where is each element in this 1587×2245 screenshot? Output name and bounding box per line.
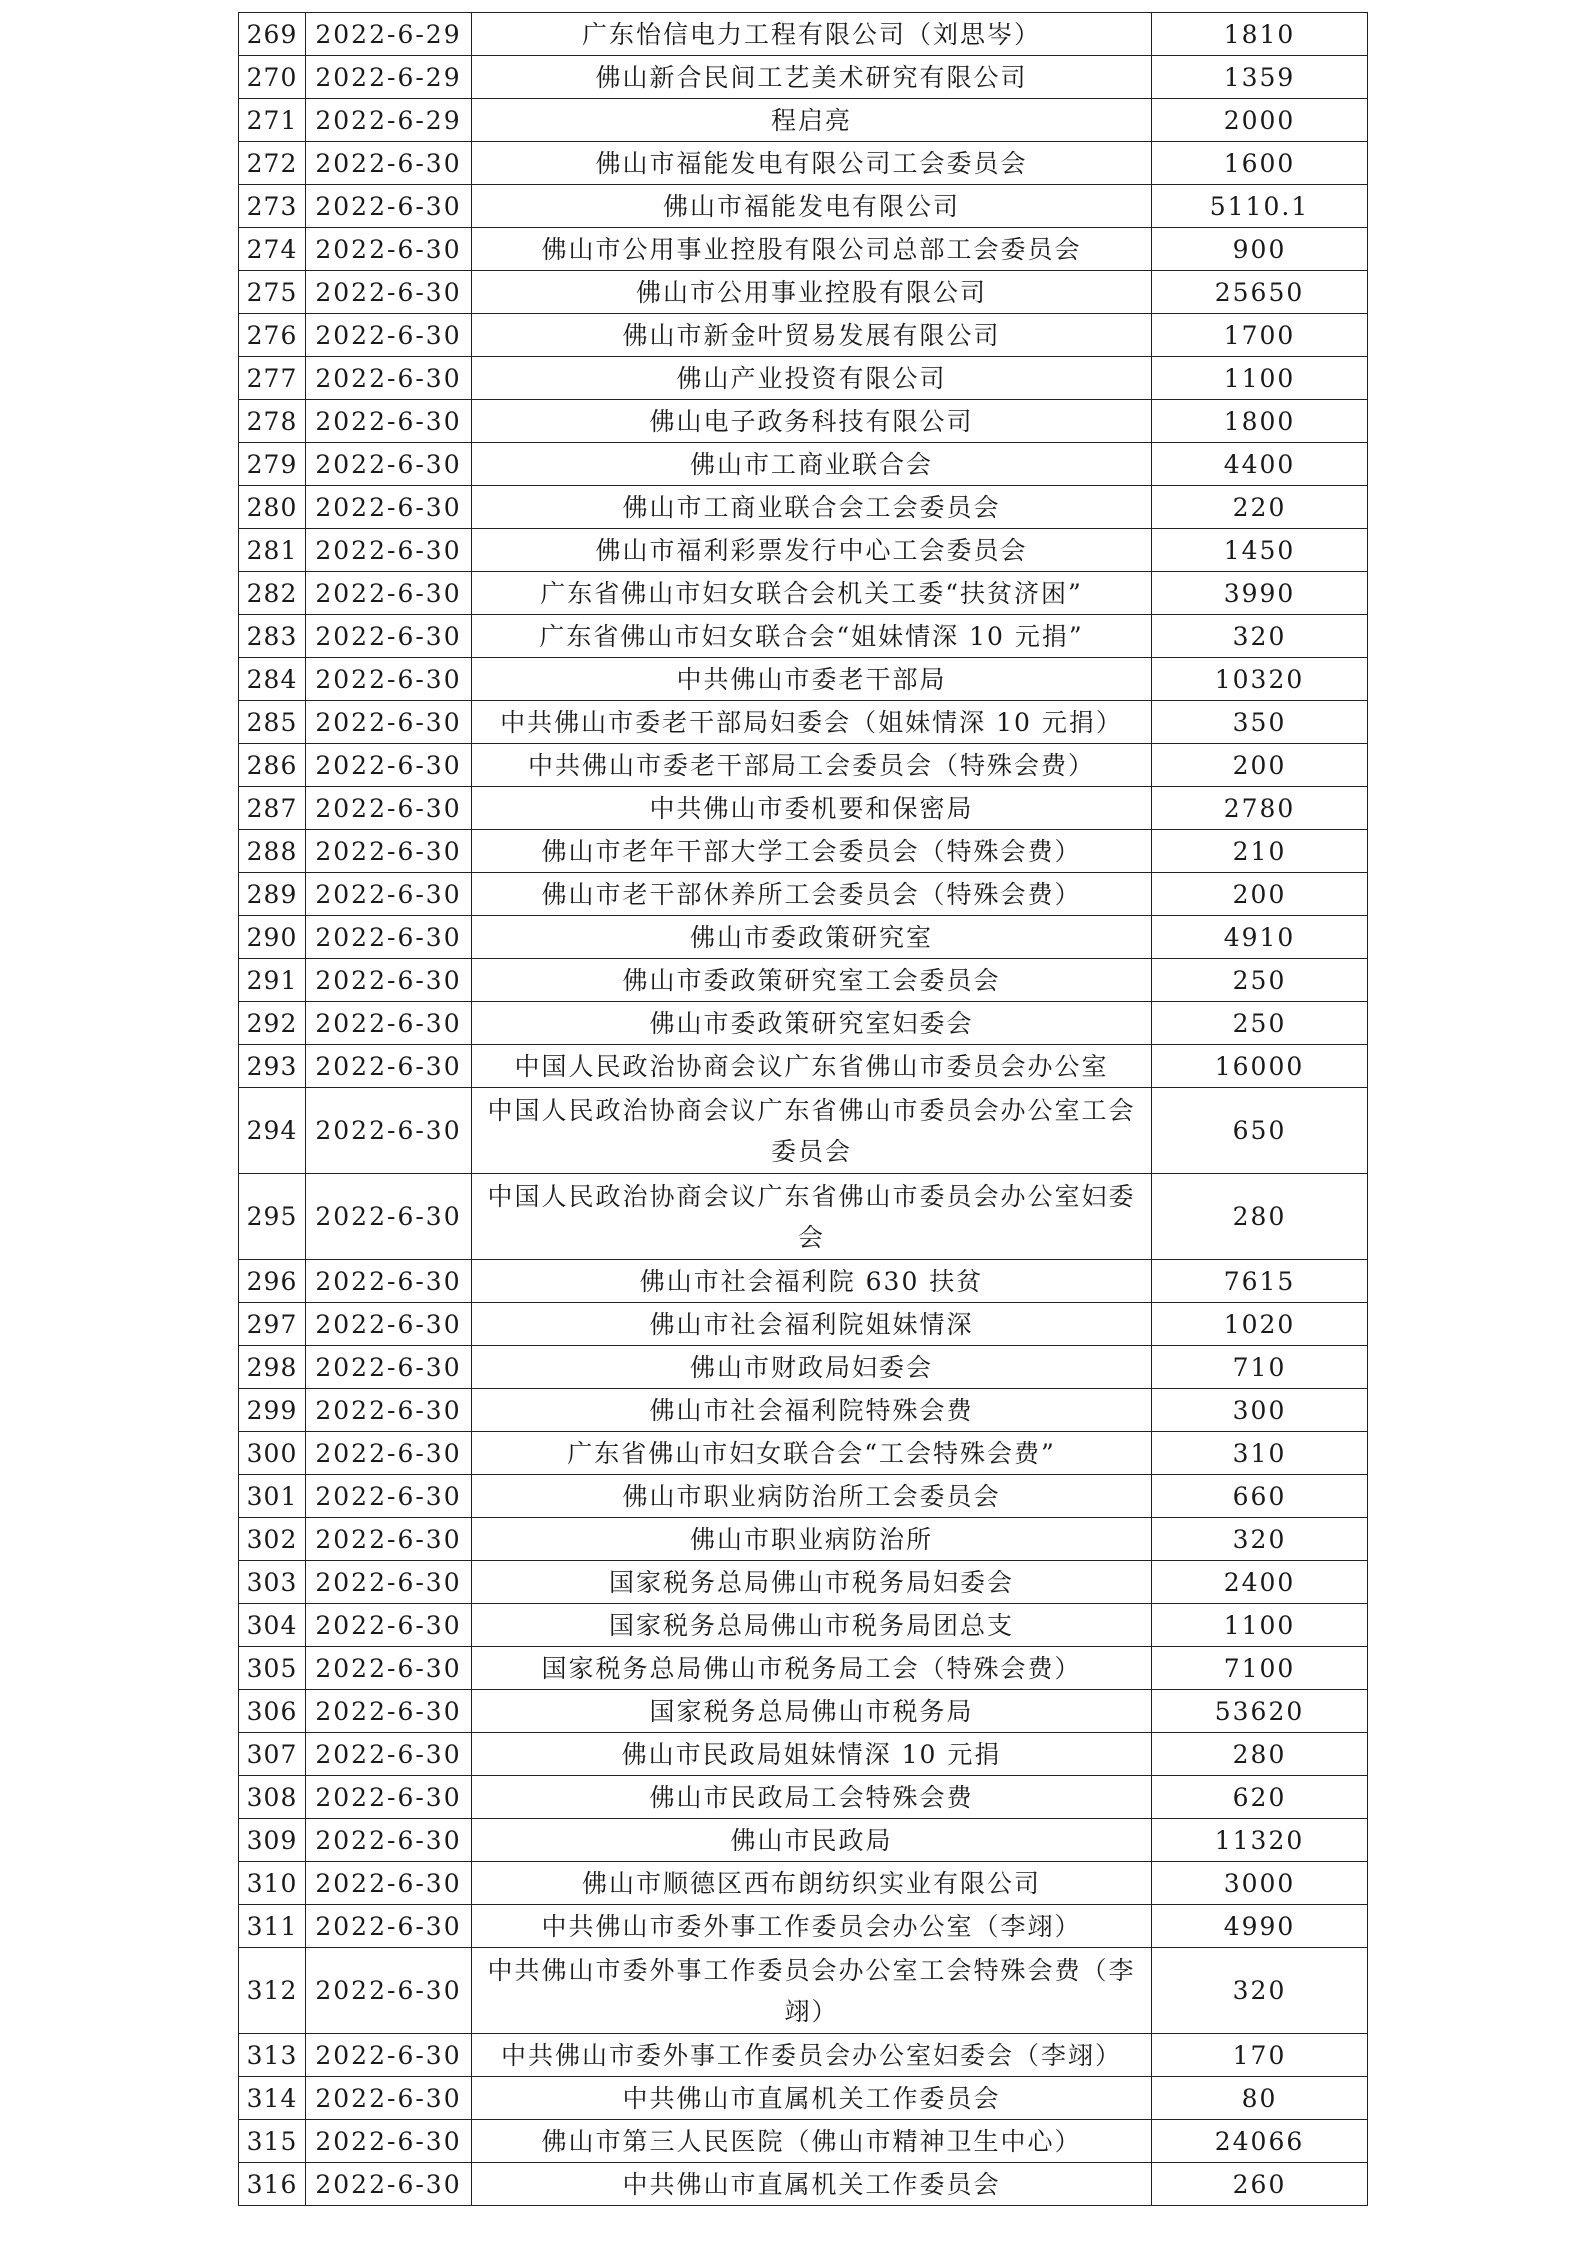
- row-number: 269: [239, 13, 306, 56]
- table-row: [239, 357, 1368, 400]
- row-number: 310: [239, 1862, 306, 1905]
- row-amount: 320: [1152, 615, 1368, 658]
- row-amount: 1450: [1152, 529, 1368, 572]
- row-donor: 中国人民政治协商会议广东省佛山市委员会办公室妇委会: [472, 1174, 1152, 1260]
- row-amount: 280: [1152, 1174, 1368, 1260]
- row-amount: 260: [1152, 2163, 1368, 2206]
- row-amount: 220: [1152, 486, 1368, 529]
- row-donor: 佛山市委政策研究室: [472, 916, 1152, 959]
- row-number: 277: [239, 357, 306, 400]
- row-donor: 中共佛山市委老干部局妇委会（姐妹情深 10 元捐）: [472, 701, 1152, 744]
- row-donor: 佛山市社会福利院 630 扶贫: [472, 1260, 1152, 1303]
- table-row: [239, 1690, 1368, 1733]
- table-row: [239, 400, 1368, 443]
- table-row: [239, 443, 1368, 486]
- row-date: 2022-6-30: [306, 228, 472, 271]
- row-date: 2022-6-30: [306, 959, 472, 1002]
- row-number: 313: [239, 2034, 306, 2077]
- row-number: 281: [239, 529, 306, 572]
- table-row: [239, 830, 1368, 873]
- row-donor: 佛山市第三人民医院（佛山市精神卫生中心）: [472, 2120, 1152, 2163]
- row-donor: 佛山市工商业联合会: [472, 443, 1152, 486]
- table-row: [239, 2034, 1368, 2077]
- row-date: 2022-6-30: [306, 1862, 472, 1905]
- row-amount: 200: [1152, 744, 1368, 787]
- row-number: 300: [239, 1432, 306, 1475]
- row-date: 2022-6-30: [306, 701, 472, 744]
- row-amount: 1020: [1152, 1303, 1368, 1346]
- row-number: 304: [239, 1604, 306, 1647]
- row-number: 309: [239, 1819, 306, 1862]
- row-amount: 1600: [1152, 142, 1368, 185]
- row-date: 2022-6-30: [306, 1776, 472, 1819]
- row-donor: 佛山市老干部休养所工会委员会（特殊会费）: [472, 873, 1152, 916]
- row-donor: 佛山新合民间工艺美术研究有限公司: [472, 56, 1152, 99]
- row-donor: 佛山市职业病防治所: [472, 1518, 1152, 1561]
- row-date: 2022-6-30: [306, 443, 472, 486]
- row-donor: 佛山市福能发电有限公司: [472, 185, 1152, 228]
- row-date: 2022-6-30: [306, 400, 472, 443]
- row-date: 2022-6-30: [306, 529, 472, 572]
- row-donor: 佛山市老年干部大学工会委员会（特殊会费）: [472, 830, 1152, 873]
- row-number: 282: [239, 572, 306, 615]
- row-number: 283: [239, 615, 306, 658]
- table-row: [239, 271, 1368, 314]
- table-row: [239, 56, 1368, 99]
- row-date: 2022-6-30: [306, 1389, 472, 1432]
- row-number: 273: [239, 185, 306, 228]
- row-amount: 300: [1152, 1389, 1368, 1432]
- table-row: [239, 572, 1368, 615]
- row-donor: 中共佛山市委老干部局工会委员会（特殊会费）: [472, 744, 1152, 787]
- table-row: [239, 1260, 1368, 1303]
- row-number: 288: [239, 830, 306, 873]
- row-donor: 佛山市工商业联合会工会委员会: [472, 486, 1152, 529]
- row-number: 292: [239, 1002, 306, 1045]
- row-amount: 10320: [1152, 658, 1368, 701]
- row-date: 2022-6-30: [306, 572, 472, 615]
- row-donor: 国家税务总局佛山市税务局工会（特殊会费）: [472, 1647, 1152, 1690]
- table-row: [239, 1948, 1368, 2034]
- row-date: 2022-6-30: [306, 1088, 472, 1174]
- row-donor: 国家税务总局佛山市税务局: [472, 1690, 1152, 1733]
- row-donor: 中国人民政治协商会议广东省佛山市委员会办公室工会委员会: [472, 1088, 1152, 1174]
- row-amount: 7100: [1152, 1647, 1368, 1690]
- table-row: [239, 1518, 1368, 1561]
- row-date: 2022-6-30: [306, 744, 472, 787]
- row-donor: 中共佛山市委外事工作委员会办公室妇委会（李翊）: [472, 2034, 1152, 2077]
- row-amount: 170: [1152, 2034, 1368, 2077]
- row-amount: 350: [1152, 701, 1368, 744]
- table-row: [239, 486, 1368, 529]
- row-date: 2022-6-29: [306, 13, 472, 56]
- row-number: 284: [239, 658, 306, 701]
- table-row: [239, 615, 1368, 658]
- row-number: 271: [239, 99, 306, 142]
- row-date: 2022-6-30: [306, 271, 472, 314]
- row-date: 2022-6-30: [306, 1432, 472, 1475]
- row-amount: 1810: [1152, 13, 1368, 56]
- row-amount: 620: [1152, 1776, 1368, 1819]
- row-number: 287: [239, 787, 306, 830]
- row-amount: 2000: [1152, 99, 1368, 142]
- row-amount: 25650: [1152, 271, 1368, 314]
- row-number: 298: [239, 1346, 306, 1389]
- row-donor: 佛山市公用事业控股有限公司: [472, 271, 1152, 314]
- table-row: [239, 1561, 1368, 1604]
- row-number: 295: [239, 1174, 306, 1260]
- row-donor: 佛山产业投资有限公司: [472, 357, 1152, 400]
- row-amount: 16000: [1152, 1045, 1368, 1088]
- row-date: 2022-6-30: [306, 1604, 472, 1647]
- row-amount: 2780: [1152, 787, 1368, 830]
- row-number: 316: [239, 2163, 306, 2206]
- table-body: [239, 13, 1368, 2206]
- row-donor: 程启亮: [472, 99, 1152, 142]
- row-date: 2022-6-30: [306, 1475, 472, 1518]
- table-row: [239, 1045, 1368, 1088]
- table-row: [239, 1389, 1368, 1432]
- row-date: 2022-6-30: [306, 1260, 472, 1303]
- row-date: 2022-6-30: [306, 1346, 472, 1389]
- row-donor: 佛山市新金叶贸易发展有限公司: [472, 314, 1152, 357]
- row-donor: 佛山市职业病防治所工会委员会: [472, 1475, 1152, 1518]
- table-row: [239, 1647, 1368, 1690]
- table-row: [239, 142, 1368, 185]
- row-donor: 佛山电子政务科技有限公司: [472, 400, 1152, 443]
- table-row: [239, 1303, 1368, 1346]
- row-amount: 1800: [1152, 400, 1368, 443]
- row-donor: 中国人民政治协商会议广东省佛山市委员会办公室: [472, 1045, 1152, 1088]
- row-amount: 2400: [1152, 1561, 1368, 1604]
- row-donor: 佛山市福能发电有限公司工会委员会: [472, 142, 1152, 185]
- row-donor: 国家税务总局佛山市税务局妇委会: [472, 1561, 1152, 1604]
- row-number: 305: [239, 1647, 306, 1690]
- table-row: [239, 1174, 1368, 1260]
- row-donor: 佛山市社会福利院特殊会费: [472, 1389, 1152, 1432]
- row-date: 2022-6-30: [306, 873, 472, 916]
- row-donor: 广东省佛山市妇女联合会“姐妹情深 10 元捐”: [472, 615, 1152, 658]
- row-date: 2022-6-30: [306, 1303, 472, 1346]
- row-number: 299: [239, 1389, 306, 1432]
- donation-table: [238, 12, 1368, 2206]
- row-donor: 佛山市委政策研究室工会委员会: [472, 959, 1152, 1002]
- row-amount: 200: [1152, 873, 1368, 916]
- row-donor: 广东怡信电力工程有限公司（刘思岑）: [472, 13, 1152, 56]
- table-row: [239, 2163, 1368, 2206]
- table-row: [239, 1733, 1368, 1776]
- row-number: 286: [239, 744, 306, 787]
- row-number: 301: [239, 1475, 306, 1518]
- table-row: [239, 2120, 1368, 2163]
- row-amount: 5110.1: [1152, 185, 1368, 228]
- row-date: 2022-6-30: [306, 1002, 472, 1045]
- row-number: 311: [239, 1905, 306, 1948]
- row-amount: 3000: [1152, 1862, 1368, 1905]
- table-row: [239, 185, 1368, 228]
- table-row: [239, 1088, 1368, 1174]
- table-row: [239, 1776, 1368, 1819]
- row-date: 2022-6-30: [306, 486, 472, 529]
- table-row: [239, 1905, 1368, 1948]
- row-number: 276: [239, 314, 306, 357]
- row-date: 2022-6-30: [306, 185, 472, 228]
- row-date: 2022-6-29: [306, 99, 472, 142]
- table-row: [239, 1475, 1368, 1518]
- table-row: [239, 1002, 1368, 1045]
- row-date: 2022-6-30: [306, 1647, 472, 1690]
- row-number: 270: [239, 56, 306, 99]
- row-amount: 1100: [1152, 357, 1368, 400]
- row-amount: 24066: [1152, 2120, 1368, 2163]
- row-amount: 320: [1152, 1948, 1368, 2034]
- row-amount: 280: [1152, 1733, 1368, 1776]
- table-row: [239, 529, 1368, 572]
- row-number: 312: [239, 1948, 306, 2034]
- row-donor: 佛山市公用事业控股有限公司总部工会委员会: [472, 228, 1152, 271]
- row-donor: 佛山市福利彩票发行中心工会委员会: [472, 529, 1152, 572]
- row-number: 296: [239, 1260, 306, 1303]
- row-amount: 1100: [1152, 1604, 1368, 1647]
- row-number: 307: [239, 1733, 306, 1776]
- row-amount: 11320: [1152, 1819, 1368, 1862]
- row-donor: 中共佛山市直属机关工作委员会: [472, 2077, 1152, 2120]
- row-date: 2022-6-30: [306, 830, 472, 873]
- row-number: 293: [239, 1045, 306, 1088]
- table-row: [239, 1819, 1368, 1862]
- row-number: 314: [239, 2077, 306, 2120]
- table-row: [239, 916, 1368, 959]
- row-date: 2022-6-30: [306, 1518, 472, 1561]
- table-row: [239, 1346, 1368, 1389]
- row-donor: 佛山市顺德区西布朗纺织实业有限公司: [472, 1862, 1152, 1905]
- row-amount: 4990: [1152, 1905, 1368, 1948]
- row-amount: 7615: [1152, 1260, 1368, 1303]
- row-number: 275: [239, 271, 306, 314]
- row-donor: 佛山市财政局妇委会: [472, 1346, 1152, 1389]
- row-amount: 660: [1152, 1475, 1368, 1518]
- row-amount: 210: [1152, 830, 1368, 873]
- row-amount: 53620: [1152, 1690, 1368, 1733]
- row-amount: 4400: [1152, 443, 1368, 486]
- row-donor: 佛山市民政局: [472, 1819, 1152, 1862]
- table-row: [239, 658, 1368, 701]
- row-number: 302: [239, 1518, 306, 1561]
- row-date: 2022-6-30: [306, 658, 472, 701]
- row-donor: 国家税务总局佛山市税务局团总支: [472, 1604, 1152, 1647]
- row-number: 297: [239, 1303, 306, 1346]
- row-number: 290: [239, 916, 306, 959]
- row-number: 280: [239, 486, 306, 529]
- row-donor: 中共佛山市委老干部局: [472, 658, 1152, 701]
- row-number: 294: [239, 1088, 306, 1174]
- row-date: 2022-6-30: [306, 787, 472, 830]
- row-date: 2022-6-30: [306, 615, 472, 658]
- row-date: 2022-6-30: [306, 1733, 472, 1776]
- row-amount: 710: [1152, 1346, 1368, 1389]
- row-donor: 中共佛山市委外事工作委员会办公室工会特殊会费（李翊）: [472, 1948, 1152, 2034]
- row-number: 291: [239, 959, 306, 1002]
- table-row: [239, 1604, 1368, 1647]
- table-row: [239, 99, 1368, 142]
- row-number: 308: [239, 1776, 306, 1819]
- row-date: 2022-6-30: [306, 2163, 472, 2206]
- table-row: [239, 959, 1368, 1002]
- row-amount: 250: [1152, 959, 1368, 1002]
- row-date: 2022-6-30: [306, 314, 472, 357]
- row-amount: 250: [1152, 1002, 1368, 1045]
- row-donor: 佛山市民政局工会特殊会费: [472, 1776, 1152, 1819]
- table-row: [239, 701, 1368, 744]
- row-donor: 佛山市委政策研究室妇委会: [472, 1002, 1152, 1045]
- row-number: 278: [239, 400, 306, 443]
- table-row: [239, 787, 1368, 830]
- row-date: 2022-6-30: [306, 916, 472, 959]
- table-row: [239, 1862, 1368, 1905]
- row-number: 303: [239, 1561, 306, 1604]
- row-number: 315: [239, 2120, 306, 2163]
- table-row: [239, 2077, 1368, 2120]
- row-donor: 广东省佛山市妇女联合会“工会特殊会费”: [472, 1432, 1152, 1475]
- table-row: [239, 744, 1368, 787]
- row-donor: 中共佛山市委机要和保密局: [472, 787, 1152, 830]
- row-number: 272: [239, 142, 306, 185]
- row-number: 289: [239, 873, 306, 916]
- row-number: 279: [239, 443, 306, 486]
- row-amount: 1359: [1152, 56, 1368, 99]
- row-number: 306: [239, 1690, 306, 1733]
- row-amount: 310: [1152, 1432, 1368, 1475]
- row-date: 2022-6-30: [306, 1561, 472, 1604]
- row-amount: 1700: [1152, 314, 1368, 357]
- row-donor: 中共佛山市直属机关工作委员会: [472, 2163, 1152, 2206]
- row-number: 274: [239, 228, 306, 271]
- row-amount: 4910: [1152, 916, 1368, 959]
- row-donor: 佛山市社会福利院姐妹情深: [472, 1303, 1152, 1346]
- row-date: 2022-6-30: [306, 2120, 472, 2163]
- table-row: [239, 13, 1368, 56]
- row-date: 2022-6-30: [306, 142, 472, 185]
- row-amount: 650: [1152, 1088, 1368, 1174]
- row-date: 2022-6-30: [306, 1905, 472, 1948]
- row-date: 2022-6-30: [306, 1174, 472, 1260]
- row-amount: 900: [1152, 228, 1368, 271]
- row-amount: 3990: [1152, 572, 1368, 615]
- table-row: [239, 873, 1368, 916]
- row-date: 2022-6-30: [306, 2034, 472, 2077]
- row-amount: 80: [1152, 2077, 1368, 2120]
- row-date: 2022-6-30: [306, 357, 472, 400]
- row-date: 2022-6-30: [306, 1819, 472, 1862]
- row-donor: 广东省佛山市妇女联合会机关工委“扶贫济困”: [472, 572, 1152, 615]
- row-date: 2022-6-30: [306, 1045, 472, 1088]
- table-row: [239, 314, 1368, 357]
- table-row: [239, 228, 1368, 271]
- row-number: 285: [239, 701, 306, 744]
- table-row: [239, 1432, 1368, 1475]
- row-date: 2022-6-30: [306, 1690, 472, 1733]
- row-date: 2022-6-30: [306, 2077, 472, 2120]
- row-date: 2022-6-30: [306, 1948, 472, 2034]
- row-date: 2022-6-29: [306, 56, 472, 99]
- row-donor: 中共佛山市委外事工作委员会办公室（李翊）: [472, 1905, 1152, 1948]
- row-amount: 320: [1152, 1518, 1368, 1561]
- row-donor: 佛山市民政局姐妹情深 10 元捐: [472, 1733, 1152, 1776]
